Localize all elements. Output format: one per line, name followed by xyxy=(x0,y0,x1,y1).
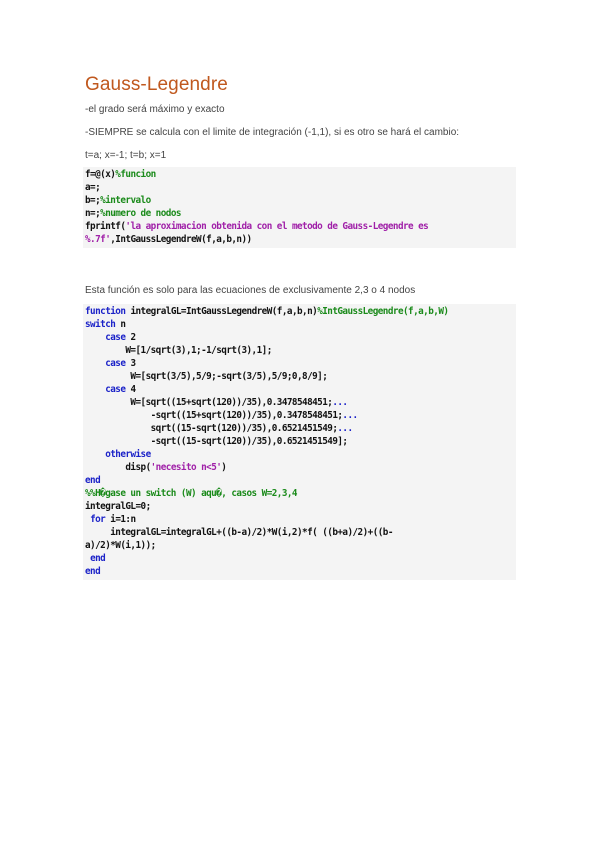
note-nodos: Esta función es solo para las ecuaciones de exclusivamente 2,3 o 4 nodos xyxy=(85,285,416,296)
code-line xyxy=(85,168,516,181)
code-token: ... xyxy=(332,397,348,408)
code-line xyxy=(85,422,516,435)
code-token: ... xyxy=(337,423,353,434)
code-block-setup xyxy=(83,167,516,248)
code-line xyxy=(85,474,516,487)
code-block-function xyxy=(83,304,516,580)
code-token: %IntGaussLegendre(f,a,b,W) xyxy=(317,306,449,317)
code-line xyxy=(85,513,516,526)
code-token: end xyxy=(85,566,101,577)
code-line xyxy=(85,409,516,422)
code-token: W=[sqrt(3/5),5/9;-sqrt(3/5),5/9;0,8/9]; xyxy=(85,371,328,382)
code-token: f=@(x) xyxy=(85,169,116,180)
code-token: integralGL=IntGaussLegendreW(f,a,b,n) xyxy=(125,306,318,317)
code-token: b=; xyxy=(85,195,101,206)
code-line xyxy=(85,344,516,357)
note-grado: -el grado será máximo y exacto xyxy=(85,104,225,115)
code-token: n xyxy=(115,319,126,330)
code-token: integralGL=integralGL+((b-a)/2)*W(i,2)*f( ((b+a)/2)+((b- xyxy=(85,527,393,538)
code-token: function xyxy=(85,306,126,317)
code-token: disp( xyxy=(85,462,151,473)
code-line xyxy=(85,370,516,383)
note-limite: -SIEMPRE se calcula con el limite de integración (-1,1), si es otro se hará el cambio: xyxy=(85,127,460,138)
code-line xyxy=(85,181,516,194)
code-token: %numero de nodos xyxy=(100,208,181,219)
code-line xyxy=(85,435,516,448)
code-token: a)/2)*W(i,1)); xyxy=(85,540,156,551)
code-token: -sqrt((15-sqrt(120))/35),0.6521451549]; xyxy=(85,436,348,447)
code-line xyxy=(85,552,516,565)
code-token: 'la aproximacion obtenida con el metodo de Gauss-Legendre es xyxy=(125,221,429,232)
code-token: n=; xyxy=(85,208,101,219)
code-line xyxy=(85,396,516,409)
code-token: case xyxy=(105,358,126,369)
code-token: for xyxy=(90,514,106,525)
code-token: -sqrt((15+sqrt(120))/35),0.3478548451; xyxy=(85,410,343,421)
code-token xyxy=(85,332,105,343)
code-line xyxy=(85,487,516,500)
code-token xyxy=(85,358,105,369)
code-token: i=1:n xyxy=(105,514,136,525)
code-token: W=[1/sqrt(3),1;-1/sqrt(3),1]; xyxy=(85,345,272,356)
code-token: integralGL=0; xyxy=(85,501,151,512)
code-line xyxy=(85,448,516,461)
code-token: switch xyxy=(85,319,116,330)
page-title: Gauss-Legendre xyxy=(85,74,228,95)
code-token xyxy=(85,449,105,460)
code-token: a=; xyxy=(85,182,101,193)
code-token: case xyxy=(105,384,126,395)
code-line xyxy=(85,318,516,331)
code-line xyxy=(85,565,516,578)
code-token: 2 xyxy=(125,332,136,343)
code-token xyxy=(85,384,105,395)
code-line xyxy=(85,526,516,539)
code-line xyxy=(85,461,516,474)
code-token: ,IntGaussLegendreW(f,a,b,n)) xyxy=(110,234,252,245)
code-token: end xyxy=(90,553,106,564)
code-token: ... xyxy=(342,410,358,421)
code-line xyxy=(85,331,516,344)
code-token: sqrt((15-sqrt(120))/35),0.6521451549; xyxy=(85,423,338,434)
code-token: %%H�gase un switch (W) aqu�, casos W=2,3,4 xyxy=(85,488,297,499)
code-line xyxy=(85,194,516,207)
code-line xyxy=(85,500,516,513)
code-token: ) xyxy=(221,462,227,473)
code-line xyxy=(85,233,516,246)
code-token: case xyxy=(105,332,126,343)
code-line xyxy=(85,220,516,233)
code-token: %intervalo xyxy=(100,195,151,206)
code-token: 4 xyxy=(125,384,136,395)
code-token: %.7f' xyxy=(85,234,111,245)
note-cambio: t=a; x=-1; t=b; x=1 xyxy=(85,150,167,161)
code-token: %funcion xyxy=(115,169,156,180)
code-line xyxy=(85,383,516,396)
code-line xyxy=(85,207,516,220)
code-line xyxy=(85,539,516,552)
code-token: otherwise xyxy=(105,449,151,460)
code-token: 3 xyxy=(125,358,136,369)
code-line xyxy=(85,357,516,370)
code-token: fprintf( xyxy=(85,221,126,232)
code-token: 'necesito n<5' xyxy=(150,462,222,473)
code-line xyxy=(85,305,516,318)
code-token: end xyxy=(85,475,101,486)
code-token: W=[sqrt((15+sqrt(120))/35),0.3478548451; xyxy=(85,397,333,408)
